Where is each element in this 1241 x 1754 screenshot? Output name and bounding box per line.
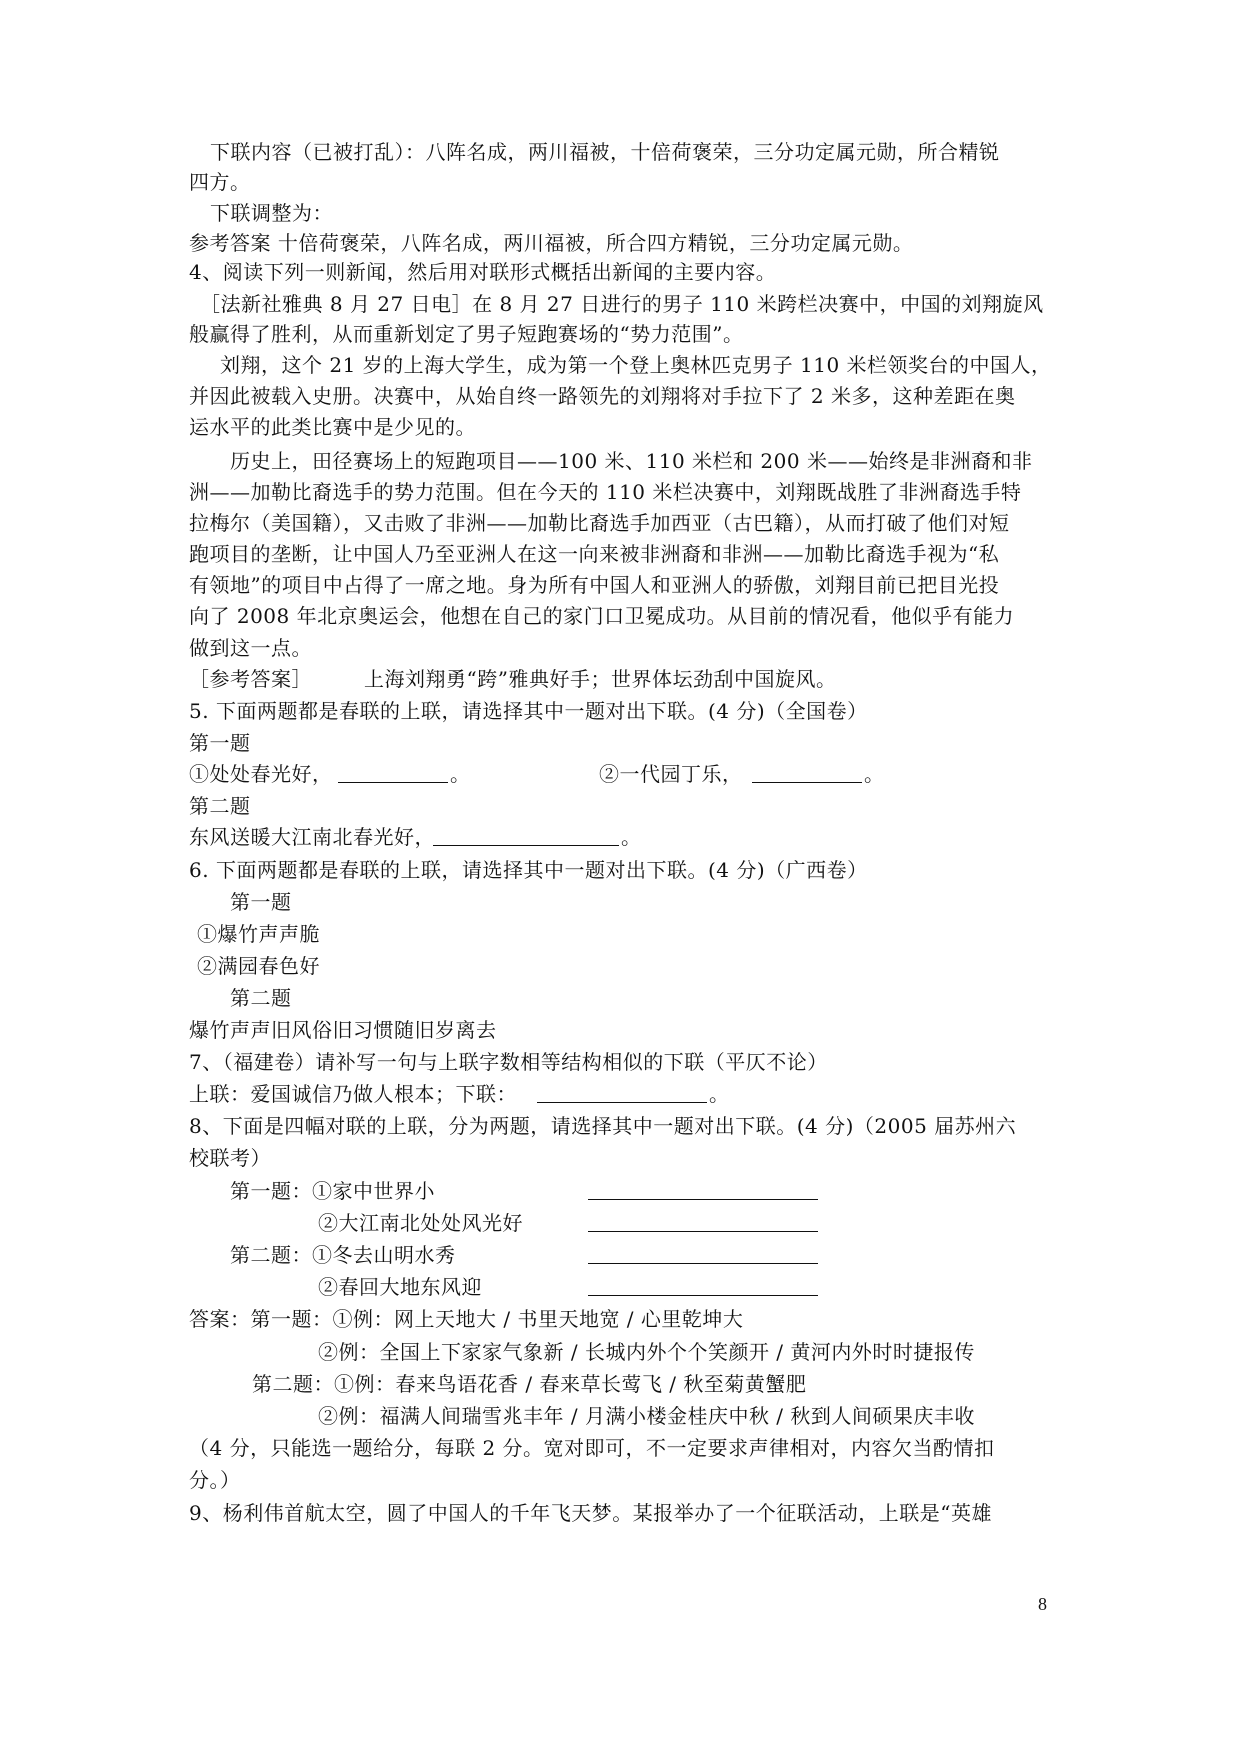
text-line: ②大江南北处处风光好	[318, 1211, 523, 1235]
text-line: 校联考）	[189, 1146, 271, 1170]
answer-text: 答案：第一题：①例：网上天地大 / 书里天地宽 / 心里乾坤大	[189, 1307, 744, 1331]
text-line: 分。）	[189, 1468, 241, 1492]
question-heading: 5. 下面两题都是春联的上联，请选择其中一题对出下联。(4 分)（全国卷）	[189, 699, 868, 723]
text-line: 上联：爱国诚信乃做人根本；下联：	[189, 1082, 517, 1106]
answer-blank	[537, 1102, 707, 1103]
text-line: 并因此被载入史册。决赛中，从始自终一路领先的刘翔将对手拉下了 2 米多，这种差距在奥	[189, 384, 1016, 408]
text-line: 。	[709, 1082, 730, 1106]
text-line: ①爆竹声声脆	[197, 922, 320, 946]
answer-text: 上海刘翔勇“跨”雅典好手；世界体坛劲刮中国旋风。	[364, 667, 837, 691]
text-line: 下联调整为：	[210, 201, 333, 225]
text-line: 拉梅尔（美国籍），又击败了非洲——加勒比裔选手加西亚（古巴籍），从而打破了他们对短	[189, 511, 1010, 535]
question-heading: 7、（福建卷）请补写一句与上联字数相等结构相似的下联（平仄不论）	[189, 1050, 828, 1074]
answer-blank	[588, 1263, 818, 1264]
answer-blank	[338, 782, 448, 783]
text-line: ②满园春色好	[197, 954, 320, 978]
text-line: 向了 2008 年北京奥运会，他想在自己的家门口卫冕成功。从目前的情况看，他似乎有能力	[189, 604, 1015, 628]
text-line: 。	[621, 825, 642, 849]
answer-blank	[588, 1295, 818, 1296]
text-line: 第二题	[230, 986, 292, 1010]
answer-text: 第二题：①例：春来鸟语花香 / 春来草长莺飞 / 秋至菊黄蟹肥	[252, 1372, 807, 1396]
text-line: 般赢得了胜利，从而重新划定了男子短跑赛场的“势力范围”。	[189, 322, 744, 346]
text-line: ②一代园丁乐，	[599, 762, 743, 786]
text-line: 刘翔，这个 21 岁的上海大学生，成为第一个登上奥林匹克男子 110 米栏领奖台的中国人，	[220, 353, 1052, 377]
question-heading: 4、阅读下列一则新闻，然后用对联形式概括出新闻的主要内容。	[189, 260, 777, 284]
answer-blank	[433, 845, 619, 846]
text-line: ［法新社雅典 8 月 27 日电］在 8 月 27 日进行的男子 110 米跨栏决赛中，中国的刘翔旋风	[200, 292, 1044, 316]
text-line: 做到这一点。	[189, 636, 312, 660]
answer-blank	[588, 1231, 818, 1232]
answer-blank	[752, 782, 862, 783]
question-heading: 8、下面是四幅对联的上联，分为两题，请选择其中一题对出下联。(4 分)（2005 届苏州六	[189, 1114, 1017, 1138]
text-line: 第二题	[189, 794, 251, 818]
answer-label: ［参考答案］	[189, 667, 312, 691]
question-heading: 9、杨利伟首航太空，圆了中国人的千年飞天梦。某报举办了一个征联活动，上联是“英雄	[189, 1501, 992, 1525]
text-line: 。	[864, 762, 885, 786]
page-number: 8	[1038, 1594, 1047, 1614]
text-line: 第二题：①冬去山明水秀	[230, 1243, 456, 1267]
text-line: 东风送暖大江南北春光好，	[189, 825, 435, 849]
text-line: 。	[450, 762, 471, 786]
text-line: （4 分，只能选一题给分，每联 2 分。宽对即可，不一定要求声律相对，内容欠当酌情扣	[189, 1436, 995, 1460]
text-line: 运水平的此类比赛中是少见的。	[189, 415, 476, 439]
text-line: 第一题：①家中世界小	[230, 1179, 435, 1203]
question-heading: 6. 下面两题都是春联的上联，请选择其中一题对出下联。(4 分)（广西卷）	[189, 858, 868, 882]
text-line: 跑项目的垄断，让中国人乃至亚洲人在这一向来被非洲裔和非洲——加勒比裔选手视为“私	[189, 542, 1000, 566]
text-line: 下联内容（已被打乱）：八阵名成，两川福被，十倍荷褒荣，三分功定属元勋，所合精锐	[210, 140, 1000, 164]
text-line: 历史上，田径赛场上的短跑项目——100 米、110 米栏和 200 米——始终是非洲裔和非	[230, 449, 1033, 473]
text-line: 第一题	[189, 731, 251, 755]
text-line: 第一题	[230, 890, 292, 914]
text-line: ①处处春光好，	[189, 762, 333, 786]
text-line: ②春回大地东风迎	[318, 1275, 482, 1299]
text-line: 爆竹声声旧风俗旧习惯随旧岁离去	[189, 1018, 497, 1042]
answer-blank	[588, 1199, 818, 1200]
text-line: 参考答案 十倍荷褒荣，八阵名成，两川福被，所合四方精锐，三分功定属元勋。	[189, 231, 914, 255]
answer-text: ②例：福满人间瑞雪兆丰年 / 月满小楼金桂庆中秋 / 秋到人间硕果庆丰收	[318, 1404, 975, 1428]
text-line: 有领地”的项目中占得了一席之地。身为所有中国人和亚洲人的骄傲，刘翔目前已把目光投	[189, 573, 1000, 597]
answer-text: ②例：全国上下家家气象新 / 长城内外个个笑颜开 / 黄河内外时时捷报传	[318, 1340, 975, 1364]
text-line: 四方。	[189, 170, 251, 194]
text-line: 洲——加勒比裔选手的势力范围。但在今天的 110 米栏决赛中，刘翔既战胜了非洲裔选手特	[189, 480, 1022, 504]
